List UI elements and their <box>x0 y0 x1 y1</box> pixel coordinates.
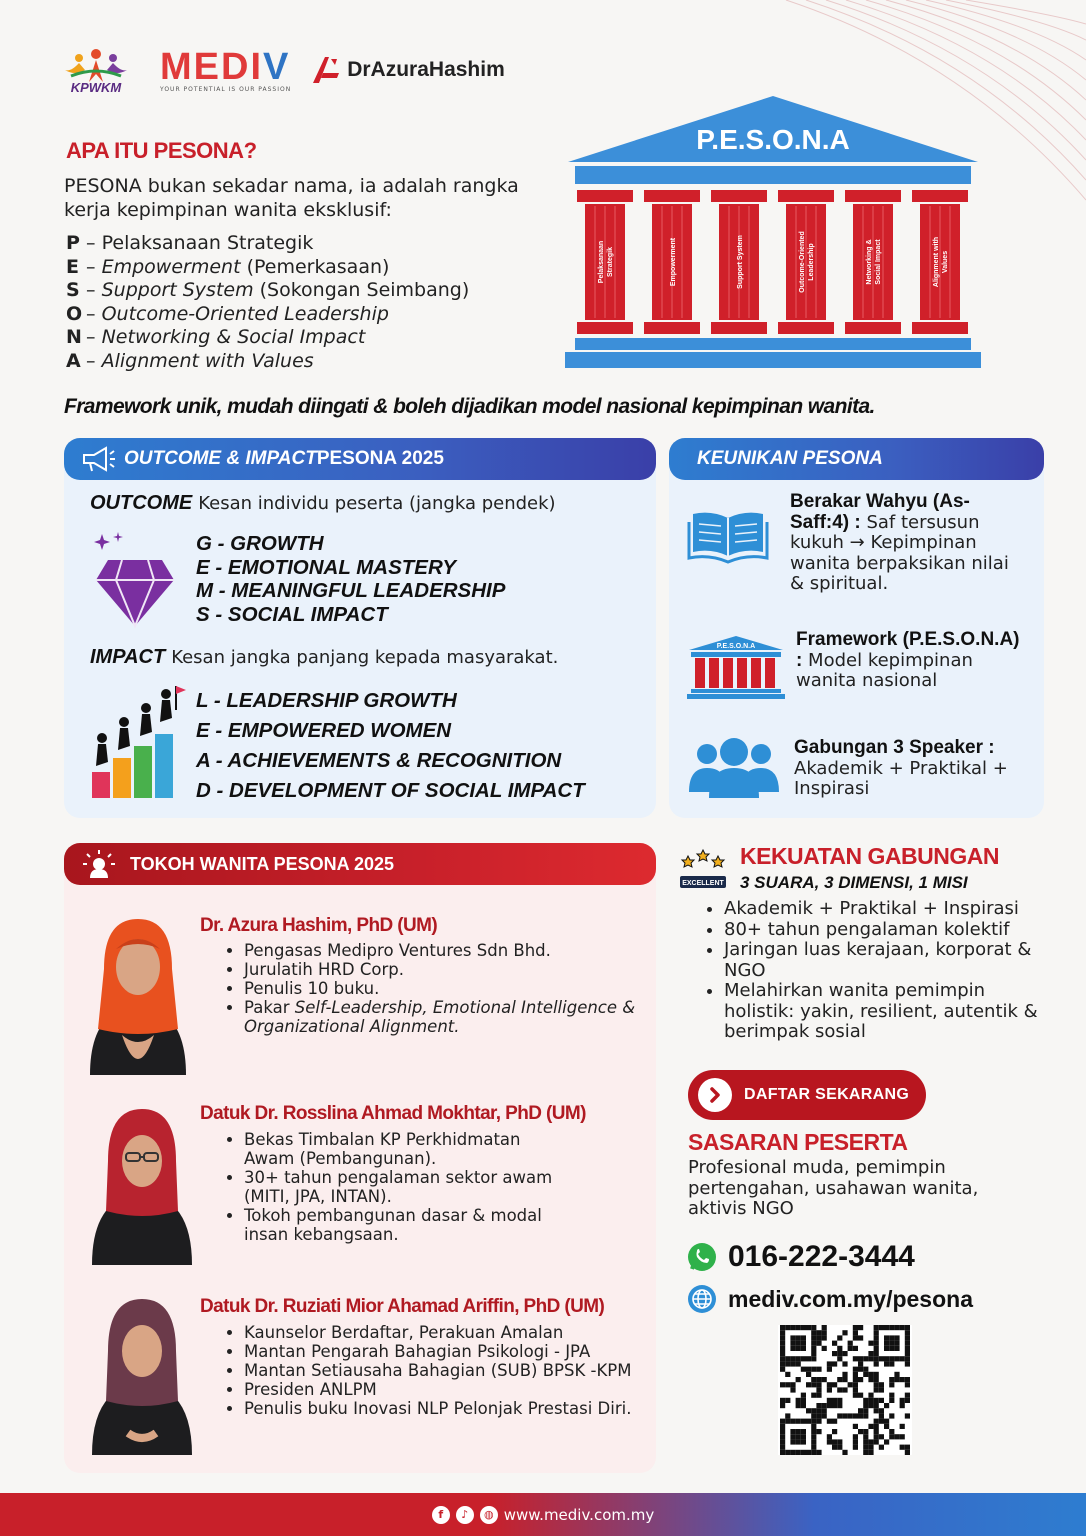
person-bullet: • Mantan Pengarah Bahagian Psikologi - JPA <box>244 1342 654 1361</box>
globe-icon <box>686 1283 718 1315</box>
web-contact[interactable] <box>686 1283 973 1315</box>
person-bullet: • Kaunselor Berdaftar, Perakuan Amalan <box>244 1323 654 1342</box>
pesona-item: S – Support System (Sokongan Seimbang) <box>66 279 470 301</box>
phone-number: 016-222-3444 <box>728 1240 915 1273</box>
temple-pillars <box>577 190 968 334</box>
keunikan-panel <box>669 438 1044 818</box>
kekuatan-item: • Akademik + Praktikal + Inspirasi <box>724 899 1042 920</box>
temple-pillar <box>644 190 700 334</box>
kekuatan-item: • Melahirkan wanita pemimpin holistik: yakin, resilient, autentik & berimpak sosial <box>724 981 1042 1043</box>
tokoh-header: TOKOH WANITA PESONA 2025 <box>64 843 656 885</box>
framework-tagline: Framework unik, mudah diingati & boleh dijadikan model nasional kepimpinan wanita. <box>64 395 875 418</box>
daftar-sekarang-button[interactable] <box>688 1070 926 1120</box>
temple-title: P.E.S.O.N.A <box>696 124 850 155</box>
keunikan-item-speaker: Gabungan 3 Speaker : Akademik + Praktikal + Inspirasi <box>794 737 1008 799</box>
temple-pillar-label: Pelaksanaan Strategik <box>598 240 614 284</box>
person-bullet: • Pengasas Medipro Ventures Sdn Bhd. <box>244 941 644 960</box>
temple-pillar <box>577 190 633 334</box>
impact-line: IMPACT Kesan jangka panjang kepada masyarakat. <box>90 646 559 668</box>
person-bullets-2 <box>224 1130 574 1244</box>
temple-base-top <box>575 338 971 350</box>
kekuatan-list <box>702 899 1042 1043</box>
speaker-gear-icon <box>82 849 116 879</box>
outcome-item: G - GROWTH <box>196 532 324 555</box>
footer-bar <box>0 1493 1086 1536</box>
person-bullet: • Presiden ANLPM <box>244 1380 654 1399</box>
apa-intro: PESONA bukan sekadar nama, ia adalah rangka kerja kepimpinan wanita eksklusif: <box>64 175 519 221</box>
temple-icon <box>687 634 785 700</box>
impact-item: A - ACHIEVEMENTS & RECOGNITION <box>196 749 562 772</box>
kekuatan-subtitle: 3 SUARA, 3 DIMENSI, 1 MISI <box>740 873 968 892</box>
temple-beam <box>575 166 971 184</box>
impact-item: D - DEVELOPMENT OF SOCIAL IMPACT <box>196 779 585 802</box>
tiktok-icon[interactable]: ♪ <box>456 1506 474 1524</box>
kpwkm-logo <box>50 46 142 95</box>
temple-pillar-label: Networking & Social Impact <box>866 239 882 285</box>
kekuatan-item: • 80+ tahun pengalaman kolektif <box>724 920 1042 941</box>
person-name-2: Datuk Dr. Rosslina Ahmad Mokhtar, PhD (UM) <box>200 1103 586 1124</box>
outcome-line: OUTCOME Kesan individu peserta (jangka pendek) <box>90 492 556 514</box>
megaphone-icon <box>80 444 116 474</box>
whatsapp-icon <box>686 1241 718 1273</box>
daftar-label: DAFTAR SEKARANG <box>744 1086 910 1103</box>
kekuatan-title: KEKUATAN GABUNGAN <box>740 843 999 869</box>
web-globe-icon[interactable]: ◍ <box>480 1506 498 1524</box>
sasaran-title: SASARAN PESERTA <box>688 1129 908 1155</box>
mediv-logo <box>160 45 292 93</box>
excellent-badge-icon <box>678 848 728 890</box>
apa-title: APA ITU PESONA? <box>66 138 257 163</box>
azura-mark-icon <box>309 53 343 87</box>
temple-base-bottom <box>565 352 981 368</box>
portrait-ruziati-ariffin <box>88 1291 196 1455</box>
mediv-tagline: YOUR POTENTIAL IS OUR PASSION <box>160 85 292 93</box>
outcome-item: S - SOCIAL IMPACT <box>196 602 388 626</box>
kpwkm-emblem-icon <box>61 46 131 84</box>
temple-pillar-label: Alignment with Values <box>933 236 949 288</box>
portrait-rosslina-mokhtar <box>88 1101 196 1265</box>
person-bullet: • Jurulatih HRD Corp. <box>244 960 644 979</box>
mediv-brand: MEDIV <box>160 45 291 88</box>
qr-code[interactable] <box>778 1325 912 1455</box>
kekuatan-item: • Jaringan luas kerajaan, korporat & NGO <box>724 940 1042 981</box>
keunikan-item-wahyu: Berakar Wahyu (As-Saff:4) : Saf tersusun kukuh → Kepimpinan wanita berpaksikan nilai & spiritual. <box>790 491 1009 594</box>
impact-item: L - LEADERSHIP GROWTH <box>196 689 457 712</box>
sasaran-text: Profesional muda, pemimpin pertengahan, usahawan wanita, aktivis NGO <box>688 1157 979 1219</box>
person-bullet: • Penulis buku Inovasi NLP Pelonjak Prestasi Diri. <box>244 1399 654 1418</box>
book-icon <box>687 508 769 564</box>
impact-list <box>196 686 585 806</box>
azura-logo <box>309 53 505 87</box>
keunikan-header: KEUNIKAN PESONA <box>669 438 1044 480</box>
climbing-growth-icon <box>88 684 188 800</box>
temple-pillar-label: Empowerment <box>670 237 677 287</box>
chevron-right-icon <box>698 1078 732 1112</box>
diamond-icon <box>92 530 178 630</box>
pesona-item: N – Networking & Social Impact <box>66 326 366 348</box>
pesona-item: O – Outcome-Oriented Leadership <box>66 302 389 325</box>
outcome-impact-panel <box>64 438 656 818</box>
person-bullets-3 <box>224 1323 654 1418</box>
header-logos <box>50 40 505 100</box>
footer-url[interactable]: www.mediv.com.my <box>503 1505 655 1524</box>
outcome-item: E - EMOTIONAL MASTERY <box>196 555 457 579</box>
person-name-3: Datuk Dr. Ruziati Mior Ahamad Ariffin, PhD (UM) <box>200 1296 605 1317</box>
pesona-item: E – Empowerment (Pemerkasaan) <box>66 255 390 278</box>
temple-pillar <box>845 190 901 334</box>
phone-contact[interactable] <box>686 1240 915 1274</box>
kpwkm-label: KPWKM <box>70 79 122 95</box>
person-bullet: • Pakar Self-Leadership, Emotional Intelligence & Organizational Alignment. <box>244 998 644 1036</box>
facebook-icon[interactable]: f <box>432 1506 450 1524</box>
person-bullet: • Mantan Setiausaha Bahagian (SUB) BPSK -KPM <box>244 1361 654 1380</box>
web-url: mediv.com.my/pesona <box>728 1285 973 1312</box>
keunikan-item-framework: Framework (P.E.S.O.N.A) : Model kepimpinan wanita nasional <box>796 629 1020 691</box>
temple-pillar <box>778 190 834 334</box>
outcome-panel-header: OUTCOME & IMPACT PESONA 2025 <box>64 438 656 480</box>
svg-text:P.E.S.O.N.A: P.E.S.O.N.A <box>716 643 756 650</box>
person-bullets-1 <box>224 941 644 1036</box>
portrait-azura-hashim <box>70 909 206 1075</box>
person-name-1: Dr. Azura Hashim, PhD (UM) <box>200 915 438 936</box>
azura-brand: DrAzuraHashim <box>347 58 505 81</box>
temple-pillar <box>912 190 968 334</box>
temple-pillar-label: Outcome-Oriented Leadership <box>799 231 815 293</box>
tokoh-panel <box>64 843 656 1473</box>
impact-item: E - EMPOWERED WOMEN <box>196 719 452 742</box>
person-bullet: • 30+ tahun pengalaman sektor awam (MITI, JPA, INTAN). <box>244 1168 574 1206</box>
person-bullet: • Bekas Timbalan KP Perkhidmatan Awam (Pembangunan). <box>244 1130 574 1168</box>
group-icon <box>689 736 779 800</box>
pesona-temple-illustration <box>563 94 983 372</box>
svg-text:EXCELLENT: EXCELLENT <box>682 880 724 887</box>
temple-pillar-label: Support System <box>737 235 744 289</box>
pesona-acronym-list <box>66 232 469 373</box>
pesona-item: P – Pelaksanaan Strategik <box>66 232 314 254</box>
outcome-list <box>196 532 505 626</box>
person-bullet: • Penulis 10 buku. <box>244 979 644 998</box>
temple-pillar <box>711 190 767 334</box>
person-bullet: • Tokoh pembangunan dasar & modal insan kebangsaan. <box>244 1206 574 1244</box>
pesona-item: A – Alignment with Values <box>66 349 314 372</box>
outcome-item: M - MEANINGFUL LEADERSHIP <box>196 579 506 602</box>
